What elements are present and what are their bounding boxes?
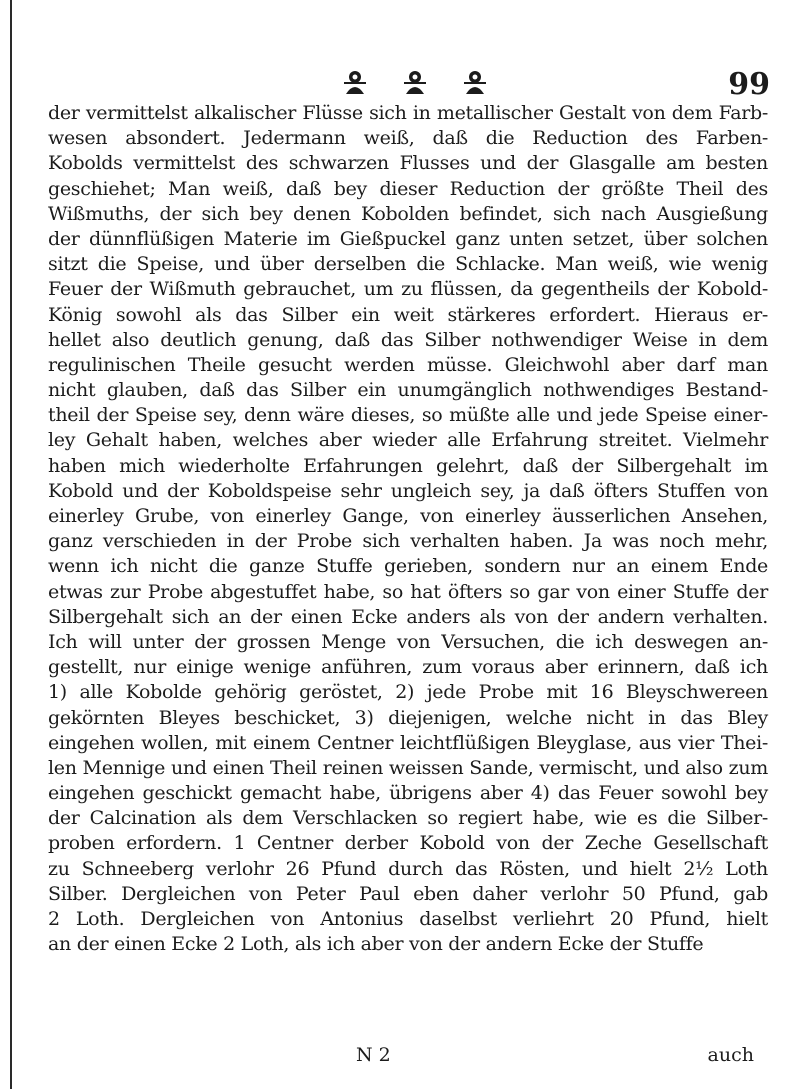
- text-line: theil der Speise sey, denn wäre dieses, so müßte alle und jede Speise einer-: [48, 404, 768, 427]
- text-line: len Mennige und einen Theil reinen weissen Sande, vermischt, und also zum: [48, 756, 768, 779]
- text-line: gestellt, nur einige wenige anführen, zum voraus aber erinnern, daß ich: [48, 656, 768, 679]
- text-line: nicht glauben, daß das Silber ein unumgänglich nothwendiges Bestand-: [48, 379, 768, 402]
- text-line: der vermittelst alkalischer Flüsse sich in metallischer Gestalt von dem Farb-: [48, 102, 768, 124]
- text-line: König sowohl als das Silber ein weit stärkeres erfordert. Hieraus er-: [48, 303, 768, 326]
- page-footer: [48, 1040, 768, 1070]
- page-number: 99: [728, 67, 770, 102]
- text-line: 1) alle Kobolde gehörig geröstet, 2) jede Probe mit 16 Bleyschwereen: [48, 681, 768, 704]
- text-line: der Calcination als dem Verschlacken so regiert habe, wie es die Silber-: [48, 807, 768, 830]
- text-line: Ich will unter der grossen Menge von Versuchen, die ich deswegen an-: [48, 630, 768, 653]
- text-line: wesen absondert. Jedermann weiß, daß die Reduction des Farben-: [48, 127, 768, 150]
- text-line: Feuer der Wißmuth gebrauchet, um zu flüssen, da gegentheils der Kobold-: [48, 278, 768, 301]
- text-line: Wißmuths, der sich bey denen Kobolden befindet, sich nach Ausgießung: [48, 202, 768, 225]
- text-line: ley Gehalt haben, welches aber wieder alle Erfahrung streitet. Vielmehr: [48, 429, 768, 452]
- text-line: eingehen wollen, mit einem Centner leichtflüßigen Bleyglase, aus vier Thei-: [48, 731, 768, 754]
- text-line: haben mich wiederholte Erfahrungen gelehrt, daß der Silbergehalt im: [48, 454, 768, 477]
- text-line: regulinischen Theile gesucht werden müsse. Gleichwohl aber darf man: [48, 353, 768, 376]
- text-line: proben erfordern. 1 Centner derber Kobold von der Zeche Gesellschaft: [48, 832, 768, 855]
- text-line: zu Schneeberg verlohr 26 Pfund durch das Rösten, und hielt 2½ Loth: [48, 857, 768, 880]
- catchword: auch: [707, 1044, 754, 1066]
- text-line: geschiehet; Man weiß, daß bey dieser Reduction der größte Theil des: [48, 177, 768, 200]
- text-line: eingehen geschickt gemacht habe, übrigens aber 4) das Feuer sowohl bey: [48, 782, 768, 805]
- page-edge: [10, 0, 12, 1089]
- text-line: etwas zur Probe abgestuffet habe, so hat öfters so gar von einer Stuffe der: [48, 580, 768, 603]
- text-line: gekörnten Bleyes beschicket, 3) diejenigen, welche nicht in das Bley: [48, 706, 768, 729]
- body-text: [48, 101, 768, 957]
- text-line: sitzt die Speise, und über derselben die Schlacke. Man weiß, wie wenig: [48, 253, 768, 276]
- text-line: 2 Loth. Dergleichen von Antonius daselbst verliehrt 20 Pfund, hielt: [48, 908, 768, 930]
- text-line: wenn ich nicht die ganze Stuffe gerieben, sondern nur an einem Ende: [48, 555, 768, 578]
- text-line: an der einen Ecke 2 Loth, als ich aber von der andern Ecke der Stuffe: [48, 933, 704, 956]
- header-ornaments: [340, 68, 490, 98]
- text-line: Silbergehalt sich an der einen Ecke anders als von der andern verhalten.: [48, 605, 768, 628]
- text-line: hellet also deutlich genung, daß das Silber nothwendiger Weise in dem: [48, 328, 768, 351]
- ornament-icon: [400, 68, 430, 98]
- page-header: [0, 60, 800, 100]
- ornament-icon: [460, 68, 490, 98]
- text-line: Silber. Dergleichen von Peter Paul eben daher verlohr 50 Pfund, gab: [48, 882, 768, 905]
- ornament-icon: [340, 68, 370, 98]
- text-line: der dünnflüßigen Materie im Gießpuckel ganz unten setzet, über solchen: [48, 227, 768, 250]
- text-line: Kobold und der Koboldspeise sehr ungleich sey, ja daß öfters Stuffen von: [48, 479, 768, 502]
- signature-mark: N 2: [356, 1044, 391, 1066]
- text-line: einerley Grube, von einerley Gange, von einerley äusserlichen Ansehen,: [48, 505, 768, 527]
- text-line: Kobolds vermittelst des schwarzen Flusses und der Glasgalle am besten: [48, 152, 768, 175]
- text-line: ganz verschieden in der Probe sich verhalten haben. Ja was noch mehr,: [48, 530, 768, 553]
